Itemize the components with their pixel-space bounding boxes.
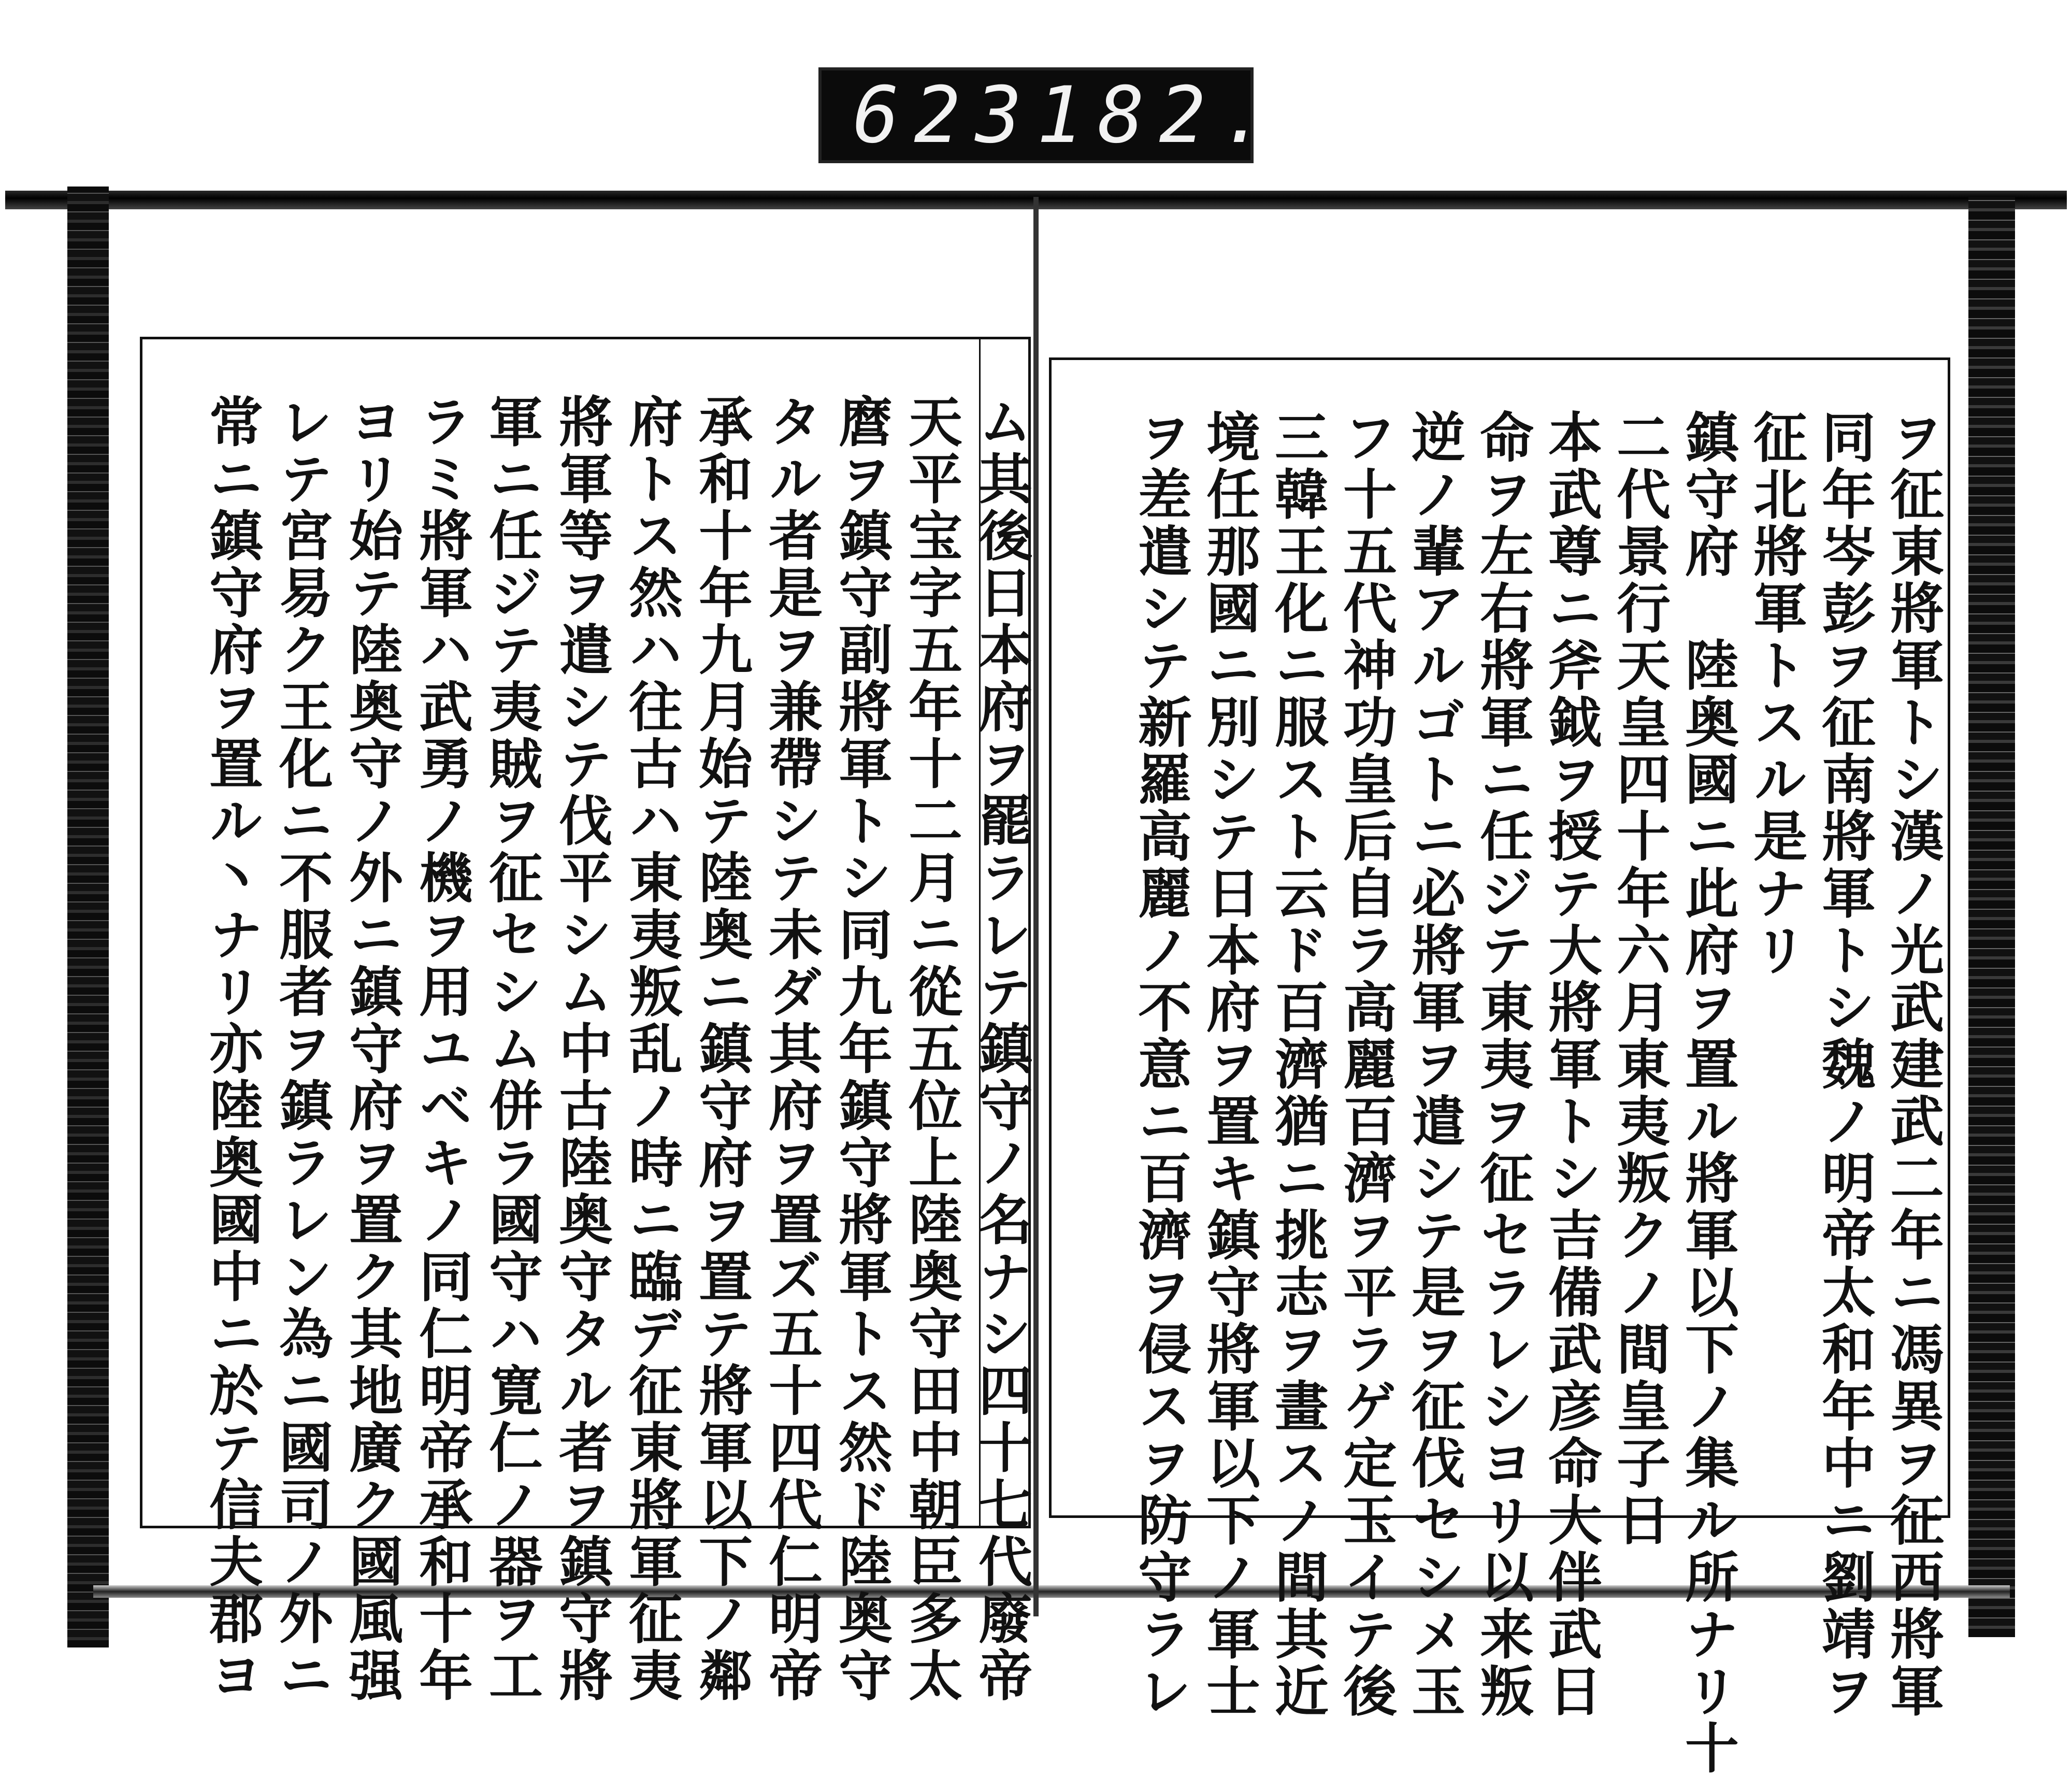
right-col-2: 同年岑彭ヲ征南將軍トシ魏ノ明帝太和年中ニ劉靖ヲ (1812, 409, 1876, 1720)
right-col-9: フ十五代神功皇后自ラ高麗百濟ヲ平ラゲ定玉イテ後 (1334, 409, 1398, 1720)
label-left-number: 623 (853, 70, 1037, 161)
right-col-8: 逆ノ輩アルゴトニ必將軍ヲ遣シテ是ヲ征伐セシメ玉 (1402, 409, 1466, 1720)
left-col-11: レテ宮易ク王化ニ不服者ヲ鎮ラレン為ニ國司ノ外ニ (270, 394, 334, 1704)
left-col-3: 麿ヲ鎮守副將軍トシ同九年鎮守將軍トス然ド陸奥守 (829, 394, 893, 1704)
left-col-12: 常ニ鎮守府ヲ置ル丶ナリ亦陸奥國中ニ於テ信夫郡ヨ (200, 394, 264, 1704)
left-col-5: 承和十年九月始テ陸奥ニ鎮守府ヲ置テ將軍以下ノ鄰 (689, 394, 753, 1704)
right-col-6: 本武尊ニ斧鉞ヲ授テ大將軍トシ吉備武彦命大伴武日 (1539, 409, 1603, 1720)
left-col-9: ラミ將軍ハ武勇ノ機ヲ用ユベキノ同仁明帝承和十年 (410, 394, 473, 1704)
left-col-1: ム其後日本府ヲ罷ラレテ鎮守ノ名ナシ四十七代廢帝 (969, 394, 1033, 1704)
left-col-6: 府トス然ハ往古ハ東夷叛乱ノ時ニ臨デ征東將軍征夷 (620, 394, 683, 1704)
book-gutter (1033, 197, 1039, 1616)
left-col-8: 軍ニ任ジテ夷賊ヲ征セシム併ラ國守ハ寛仁ノ器ヲ工 (480, 394, 543, 1704)
book-left-edge (67, 187, 109, 1647)
catalogue-label (818, 67, 1282, 163)
left-col-7: 將軍等ヲ遣シテ伐平シム中古陸奥守タル者ヲ鎮守將 (550, 394, 613, 1704)
right-col-1: ヲ征東將軍トシ漢ノ光武建武二年ニ馮異ヲ征西將軍 (1881, 409, 1945, 1720)
left-col-2: 天平宝字五年十二月ニ從五位上陸奥守田中朝臣多太 (899, 394, 963, 1704)
label-right-number: 182. (1036, 70, 1282, 161)
right-col-5: 二代景行天皇四十年六月東夷叛クノ間皇子日 (1607, 409, 1671, 1549)
left-col-4: タル者是ヲ兼帶シテ未ダ其府ヲ置ズ五十四代仁明帝 (759, 394, 823, 1704)
book-right-edge (1968, 197, 2015, 1637)
right-col-10: 三韓王化ニ服スト云ド百濟猶ニ挑志ヲ畫スノ間其近 (1265, 409, 1329, 1720)
right-col-7: 命ヲ左右將軍ニ任ジテ東夷ヲ征セラレシヨリ以来叛 (1471, 409, 1534, 1720)
right-col-11: 境任那國ニ別シテ日本府ヲ置キ鎮守將軍以下ノ軍士 (1197, 409, 1261, 1720)
right-col-4: 鎮守府 陸奥國ニ此府ヲ置ル將軍以下ノ集ル所ナリ十 (1676, 409, 1739, 1777)
right-col-12: ヲ差遣シテ新羅高麗ノ不意ニ百濟ヲ侵スヲ防守ラレ (1129, 409, 1192, 1720)
left-col-10: ヨリ始テ陸奥守ノ外ニ鎮守府ヲ置ク其地廣ク國風强 (340, 394, 404, 1704)
right-col-3: 征北將軍トスル是ナリ (1744, 409, 1808, 979)
